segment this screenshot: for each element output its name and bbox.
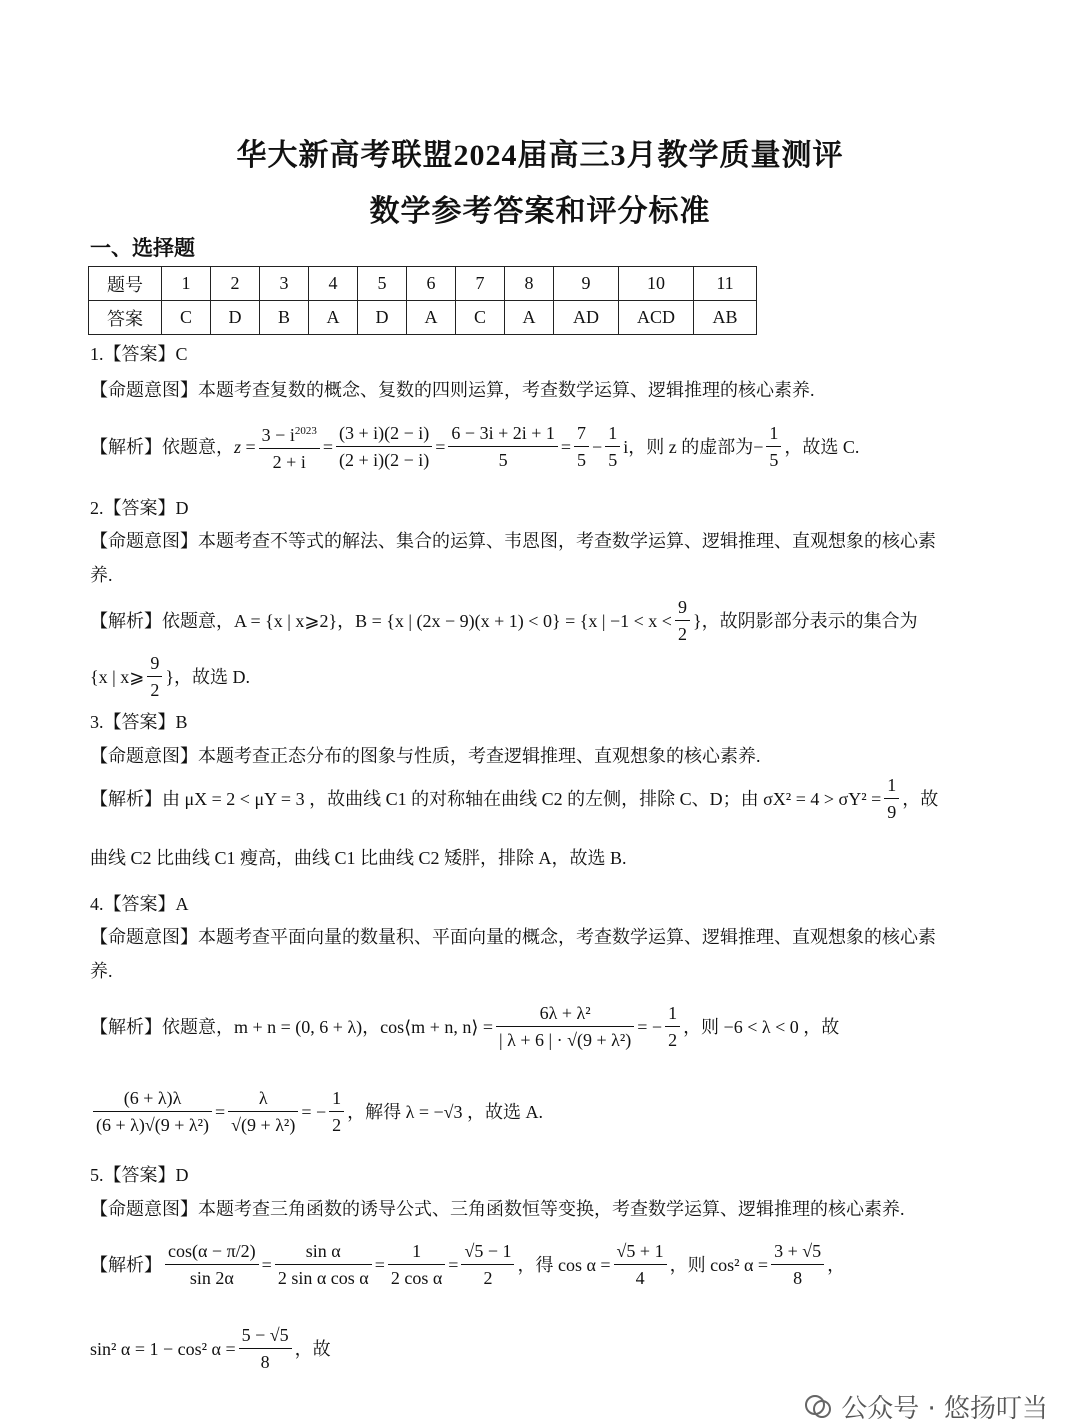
q3-intent: 【命题意图】本题考查正态分布的图象与性质，考查逻辑推理、直观想象的核心素养.: [90, 746, 761, 766]
q4-solution-b: = −: [637, 1016, 663, 1037]
q2-solution-label: 【解析】依题意，: [90, 610, 234, 631]
q5-solution2-b: ，故: [294, 1338, 331, 1359]
doc-title: 华大新高考联盟2024届高三3月教学质量测评: [236, 139, 844, 172]
table-header-cell: 题号: [89, 267, 162, 301]
q1-solution: 【解析】依题意， z = $\frac{3 - i^{2023}}{2 + i}$ = $\frac{(3 + i)(2 - i)}{(2 + i)(2 - i)}$ = $\frac{6 - 3i + 2i + 1}{5}$ = $\frac{7}{5}$ − $\frac{1}{5}$ i ，则 z 的虚部为 − $\frac{1}{5}$ ，故选 C.: [90, 418, 859, 475]
q5-solution-line1: 【解析】 $\frac{\cos(\alpha - \pi/2)}{\sin 2\alpha}$ = $\frac{\text{sin α}}{\text{2 sin α cos α}}$ = $\frac{1}{\text{2 cos α}}$ = $\frac{√5 - 1}{2}$ ，得 cos α = $\frac{√5 + 1}{4}$ ，则 cos² α = $\frac{3 + √5}{8}$ ，: [90, 1238, 845, 1291]
q2-answer: 2.【答案】D: [90, 498, 189, 518]
q3-solution-a: 【解析】由 μX = 2 < μY = 3 ，故曲线 C1 的对称轴在曲线 C2 的左侧，排除 C、D；由 σX² = 4 > σY² =: [90, 788, 882, 809]
q2-solution-line1: 【解析】依题意， A = {x | x⩾2}，B = {x | (2x − 9)(x + 1) < 0} = {x | −1 < x < $\frac{9}{2}$ }，故阴影部分表示的集合为: [90, 594, 918, 647]
table-cell: ACD: [619, 301, 694, 335]
q2-solution-b: }，故阴影部分表示的集合为: [692, 610, 918, 631]
q4-solution2-b: ，解得 λ = −√3 ，故选 A.: [347, 1101, 544, 1122]
table-cell: 9: [554, 267, 619, 301]
q4-answer: 4.【答案】A: [90, 894, 189, 914]
q5-solution-mid2: ，则 cos² α =: [669, 1254, 769, 1275]
q2-solution2-a: {x | x⩾: [90, 666, 145, 687]
q4-solution-a: 【解析】依题意，m + n = (0, 6 + λ)，cos⟨m + n, n⟩ =: [90, 1016, 494, 1037]
watermark-text: 公众号 · 悠扬叮当: [841, 1394, 1048, 1424]
q1-solution-mid: ，则 z 的虚部为: [628, 436, 754, 457]
q4-intent-line1: 【命题意图】本题考查平面向量的数量积、平面向量的概念，考查数学运算、逻辑推理、直观想象的核心素: [90, 927, 936, 947]
q1-solution-label: 【解析】依题意，: [90, 436, 234, 457]
table-cell: AB: [694, 301, 757, 335]
table-cell: 4: [309, 267, 358, 301]
doc-subtitle: 数学参考答案和评分标准: [369, 195, 711, 228]
q2-intent-line1: 【命题意图】本题考查不等式的解法、集合的运算、韦恩图，考查数学运算、逻辑推理、直观想象的核心素: [90, 531, 936, 551]
table-cell: A: [505, 301, 554, 335]
q3-solution-b: ，故: [902, 788, 939, 809]
q2-solution-line2: {x | x⩾ $\frac{9}{2}$ }，故选 D.: [90, 650, 250, 703]
q2-solution-a: A = {x | x⩾2}，B = {x | (2x − 9)(x + 1) < 0} = {x | −1 < x <: [234, 610, 672, 631]
q3-solution-line2: 曲线 C2 比曲线 C1 瘦高，曲线 C1 比曲线 C2 矮胖，排除 A，故选 B.: [90, 848, 627, 868]
q5-solution-mid: ，得 cos α =: [517, 1254, 611, 1275]
answer-table: [88, 266, 757, 335]
q2-solution2-b: }，故选 D.: [165, 666, 250, 687]
section-heading: 一、选择题: [90, 236, 195, 260]
q4-intent-line2: 养.: [90, 961, 113, 981]
table-cell: B: [260, 301, 309, 335]
q4-solution-line1: 【解析】依题意，m + n = (0, 6 + λ)，cos⟨m + n, n⟩ = $\frac{\text{6λ + λ²}}{\text{| λ + 6 | · √(9 + λ²)}}$ = − $\frac{1}{2}$ ，则 −6 < λ < 0 ，故: [90, 1000, 839, 1053]
table-cell: C: [456, 301, 505, 335]
table-cell: D: [358, 301, 407, 335]
table-cell: A: [309, 301, 358, 335]
table-cell: 5: [358, 267, 407, 301]
q5-solution2-a: sin² α = 1 − cos² α =: [90, 1338, 236, 1359]
q3-solution-line1: 【解析】由 μX = 2 < μY = 3 ，故曲线 C1 的对称轴在曲线 C2 的左侧，排除 C、D；由 σX² = 4 > σY² = $\frac{1}{9}$ ，故: [90, 772, 938, 825]
table-cell: A: [407, 301, 456, 335]
q4-solution-line2: $\frac{(6 + \lambda)\lambda}{\text{(6 + λ)√(9 + λ²)}}$ = $\frac{\lambda}{\text{√(9 + λ²)}}$ = − $\frac{1}{2}$ ，解得 λ = −√3 ，故选 A.: [90, 1085, 543, 1138]
table-cell: 7: [456, 267, 505, 301]
table-row-answers: [89, 301, 757, 335]
table-cell: 1: [162, 267, 211, 301]
table-cell: 6: [407, 267, 456, 301]
q1-intent: 【命题意图】本题考查复数的概念、复数的四则运算，考查数学运算、逻辑推理的核心素养.: [90, 380, 815, 400]
q5-solution-label: 【解析】: [90, 1254, 162, 1275]
table-cell: 10: [619, 267, 694, 301]
table-cell: 11: [694, 267, 757, 301]
table-cell: 3: [260, 267, 309, 301]
q1-answer: 1.【答案】C: [90, 344, 188, 364]
q5-solution-line2: sin² α = 1 − cos² α = $\frac{5 - √5}{8}$ ，故: [90, 1322, 331, 1375]
q5-answer: 5.【答案】D: [90, 1165, 189, 1185]
q2-intent-line2: 养.: [90, 565, 113, 585]
table-cell: 2: [211, 267, 260, 301]
table-cell: C: [162, 301, 211, 335]
table-cell: D: [211, 301, 260, 335]
q1-solution-end: ，故选 C.: [784, 436, 860, 457]
table-cell: AD: [554, 301, 619, 335]
q5-intent: 【命题意图】本题考查三角函数的诱导公式、三角函数恒等变换，考查数学运算、逻辑推理的核心素养.: [90, 1199, 905, 1219]
table-row-numbers: [89, 267, 757, 301]
table-header-cell: 答案: [89, 301, 162, 335]
q3-answer: 3.【答案】B: [90, 712, 188, 732]
wechat-watermark: [803, 1388, 1048, 1425]
wechat-icon: [803, 1392, 833, 1422]
table-cell: 8: [505, 267, 554, 301]
q4-solution-c: ，则 −6 < λ < 0 ，故: [683, 1016, 840, 1037]
